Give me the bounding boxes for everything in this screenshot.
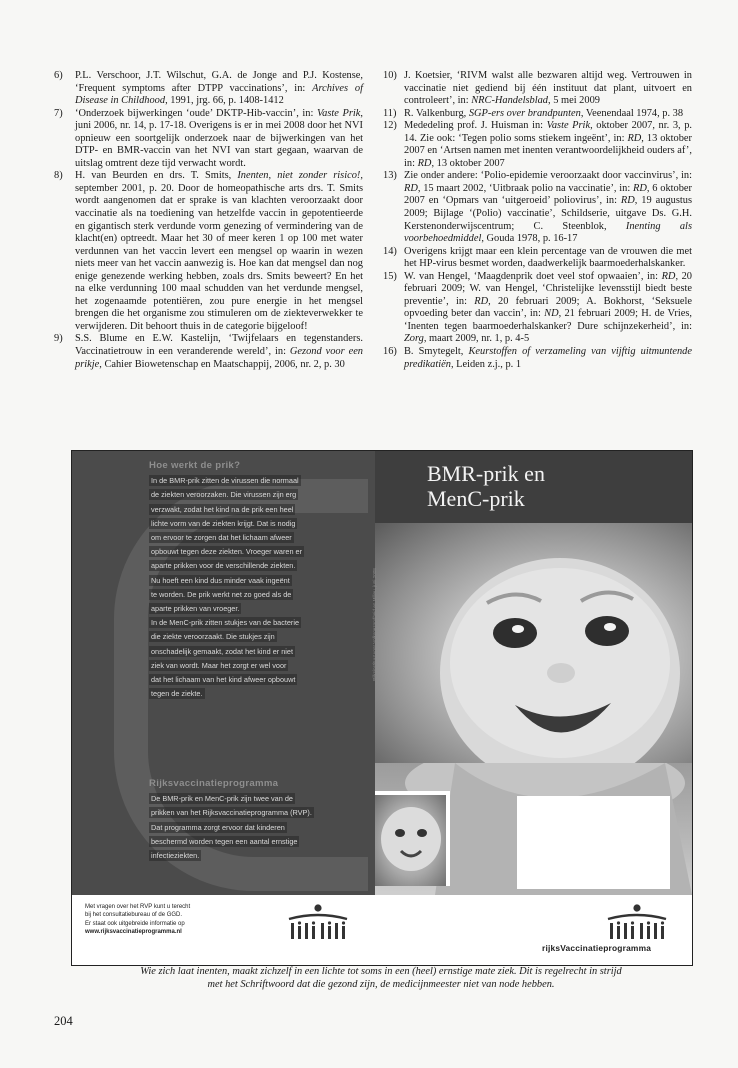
reference-text [404, 120, 692, 170]
leaflet-text-line: In de MenC-prik zitten stukjes van de bacterie [151, 618, 300, 628]
reference-fragment: , september 2001, p. 20. Door de homeopathische arts drs. T. Smits wordt aangenomen dat er sprake is van klachten veroorzaakt door vaccinatie als na toediening van hetzelfde vaccin in gepotentieerde en gigantisch sterk verdunde vorm genezing of vermindering van de klacht(en) optreedt. Maar het 30 of meer keren 1 op 100 met water verdunnen van het vaccin levert een mengsel op waarin in wezen niets meer van het vaccin aanwezig is. Hoe kan dat mengsel dan nog enige genezende werking hebben, zoals drs. Smits beweert? En het na elke verdunning 100 maal schudden van het verdunde mengsel, het zogenaamde potentiëren, zou pure energie in het mengsel brengen die het organisme zou stimuleren om de ziekteverwekker te verwijderen. Dit behoort thuis in de categorie bijgeloof! [75, 170, 363, 332]
leaflet-section-heading: Hoe werkt de prik? [149, 460, 241, 471]
reference-fragment: , maart 2009, nr. 1, p. 4-5 [423, 333, 530, 345]
reference-title: RD [474, 295, 489, 307]
leaflet-text-line: beschermd worden tegen een aantal ernstige [151, 836, 298, 846]
reference-number: 12) [383, 120, 397, 132]
poster-title-line: BMR-prik en [427, 461, 545, 486]
leaflet-section-rvp [149, 777, 359, 863]
reference-title: Inenten, niet zonder risico! [237, 170, 361, 182]
reference-item [383, 170, 692, 245]
reference-fragment: , Cahier Biowetenschap en Maatschappij, 2006, nr. 2, p. 30 [99, 358, 345, 370]
reference-fragment: W. van Hengel, ‘Maagdenprik doet veel stof opwaaien’, in: [404, 270, 662, 282]
reference-fragment: , 1991, jrg. 66, p. 1408-1412 [165, 95, 284, 107]
reference-text [75, 170, 363, 333]
reference-text [75, 108, 363, 171]
reference-text [404, 271, 692, 346]
reference-fragment: Zie onder andere: ‘Polio-epidemie veroorzaakt door vaccinvirus’, in: [404, 170, 692, 182]
reference-item [54, 333, 363, 371]
reference-title: Inenting als voorbehoedmiddel [404, 220, 692, 245]
reference-item [383, 246, 692, 271]
leaflet-text-line: verzwakt, zodat het kind na de prik een heel [151, 504, 294, 514]
reference-fragment: , oktober 2007, nr. 3, p. 14. Zie ook: ‘Tegen polio soms stiekem ingeënt’, in: [404, 120, 693, 144]
reference-fragment: ‘Onderzoek bijwerkingen ‘oude’ DKTP-Hib-vaccin’, in: [75, 107, 317, 119]
reference-text [404, 246, 692, 271]
reference-number: 7) [54, 107, 63, 119]
leaflet-text-line: De BMR-prik en MenC-prik zijn twee van de [151, 794, 293, 804]
reference-item [383, 346, 692, 371]
reference-fragment: , Leiden z.j., p. 1 [450, 358, 522, 370]
references-right-column [383, 70, 692, 371]
leaflet-text-line: aparte prikken voor de verschillende ziekten. [151, 561, 296, 571]
reference-fragment: , 6 oktober 2007 en ‘Opmars van ‘uitgeroeid’ poliovirus’, in: [404, 182, 693, 207]
reference-title: Zorg [404, 333, 424, 345]
reference-item [54, 170, 363, 333]
references-left-column [54, 70, 363, 371]
page-number: 204 [54, 1014, 73, 1028]
reference-title: RD [633, 182, 647, 194]
contact-info [85, 903, 285, 936]
reference-number: 6) [54, 70, 63, 81]
leaflet-text-line: om ervoor te zorgen dat het lichaam afweer [151, 533, 292, 543]
leaflet-text-line: Nu hoeft een kind dus minder vaak ingeënt [151, 575, 290, 585]
reference-fragment: Overigens krijgt maar een klein percentage van de vrouwen die met het HP-virus besmet worden, daadwerkelijk baarmoederhalskanker. [404, 245, 692, 270]
blank-label-box [517, 796, 670, 889]
reference-fragment: , 20 februari 2009; A. Bokhorst, ‘Seksuele opvoeding beter dan vaccin’, in: [404, 295, 692, 320]
reference-number: 15) [383, 270, 397, 282]
reference-number: 14) [383, 245, 397, 257]
small-baby-photo [375, 791, 450, 886]
reference-fragment: , 21 februari 2009; H. de Vries, ‘Inenten tegen baarmoederhalskanker? Dure schijnzekerheid’, in: [404, 308, 693, 332]
reference-fragment: , 15 maart 2002, ‘Uitbraak polio na vaccinatie’, in: [417, 182, 634, 194]
reference-item [54, 70, 363, 108]
reference-number: 9) [54, 333, 63, 345]
leaflet-text-line: In de BMR-prik zitten de virussen die normaal [151, 476, 299, 486]
baby-face-illustration [375, 523, 692, 763]
reference-title: RD [417, 157, 432, 169]
reference-fragment: J. Koetsier, ‘RIVM walst alle bezwaren altijd weg. Vertrouwen in vaccinatie niet gediend bij één instituut dat plant, uitvoert en controleert’, in: [404, 70, 692, 107]
reference-title: Archives of Disease in Childhood [75, 82, 363, 107]
reference-title: RD [404, 182, 418, 194]
poster-title-line: MenC-prik [427, 486, 525, 511]
reference-number: 16) [383, 346, 397, 358]
reference-title: Keurstoffen of verzameling van vijftig uitmuntende predikatiën [404, 346, 692, 370]
vaccination-leaflet-figure [71, 450, 693, 966]
reference-fragment: B. Smytegelt, [404, 346, 469, 358]
reference-title: Gezond voor een prikje [75, 346, 363, 370]
reference-text [404, 170, 692, 245]
leaflet-text-line: de ziekten veroorzaken. Die virussen zijn erg [151, 490, 297, 500]
reference-number: 11) [383, 107, 397, 119]
reference-number: 8) [54, 170, 63, 182]
reference-item [383, 120, 692, 170]
reference-fragment: , 13 oktober 2007 [431, 157, 505, 169]
reference-item [383, 271, 692, 346]
reference-fragment: R. Valkenburg, [404, 107, 469, 119]
leaflet-text-line: infectieziekten. [151, 851, 200, 861]
reference-title: SGP-ers over brandpunten [468, 107, 581, 119]
photo-credit: Rijksinstituut voor Volksgezondheid en Milieu, juni 2008 [372, 568, 377, 681]
reference-fragment: H. van Beurden en drs. T. Smits, [75, 170, 238, 182]
contact-url: www.rijksvaccinatieprogramma.nl [85, 928, 182, 935]
reference-title: Vaste Prik [546, 120, 591, 132]
reference-title: RD [620, 195, 635, 207]
small-baby-face [375, 795, 446, 886]
leaflet-text-line: Dat programma zorgt ervoor dat kinderen [151, 822, 285, 832]
reference-text [404, 70, 692, 108]
reference-fragment: , juni 2006, nr. 14, p. 17-18. Overigens is er in mei 2008 door het NVI opnieuw een soortgelijk onderzoek naar de bijwerkingen van het DTP- en BMR-vaccin van het NVI van start gegaan, waarvan de uitslag omtrent deze tijd verwacht wordt. [75, 107, 363, 169]
leaflet-text-line: dat het lichaam van het kind afweer opbouwt [151, 675, 296, 685]
reference-number: 13) [383, 170, 397, 182]
leaflet-section-body [149, 474, 359, 701]
figure-caption [78, 966, 684, 992]
reference-fragment: , 19 augustus 2009; Bijlage ‘(Polio) vaccinatie’, Schildserie, uitgave Ds. G.H. Kerstenonderwijscentrum; C. Steenblok, [404, 195, 692, 232]
reference-fragment: , 5 mei 2009 [548, 95, 600, 107]
rvp-logo-text: rijksVaccinatieprogramma [542, 943, 652, 953]
leaflet-text-line: prikken van het Rijksvaccinatieprogramma (RVP). [151, 808, 312, 818]
leaflet-text-line: te worden. De prik werkt net zo goed als de [151, 589, 292, 599]
reference-fragment: , Gouda 1978, p. 16-17 [481, 233, 578, 245]
contact-line: Met vragen over het RVP kunt u terecht [85, 904, 191, 910]
reference-title: Vaste Prik [316, 107, 361, 119]
leaflet-text-line: die ziekte veroorzaakt. Die stukjes zijn [151, 632, 275, 642]
reference-title: ND [544, 308, 559, 320]
caption-line: Wie zich laat inenten, maakt zichzelf in een lichte tot soms in een (heel) ernstige mate ziek. Dit is regelrecht in strijd [140, 966, 622, 977]
reference-fragment: , 13 oktober 2007 en ‘Artsen namen met inenten verantwoordelijkheid ouders af’, in: [404, 132, 692, 169]
contact-line: Er staat ook uitgebreide informatie op [85, 920, 185, 927]
reference-number: 10) [383, 70, 397, 81]
reference-text [404, 108, 692, 121]
reference-item [383, 70, 692, 108]
leaflet-footer [72, 895, 692, 965]
leaflet-text-line: aparte prikken van vroeger. [151, 604, 240, 614]
poster-title [427, 461, 545, 511]
caption-line: met het Schriftwoord dat die gezond zijn, de medicijnmeester niet van node hebben. [207, 978, 555, 990]
reference-fragment: S.S. Blume en E.W. Kastelijn, ‘Twijfelaars en tegenstanders. Vaccinatietrouw in een veranderende wereld’, in: [75, 333, 363, 358]
baby-photo [375, 523, 692, 763]
reference-fragment: Mededeling prof. J. Huisman in: [404, 120, 547, 132]
reference-fragment: P.L. Verschoor, J.T. Wilschut, G.A. de Jonge and P.J. Kostense, ‘Frequent symptoms after DTPP vaccinations’, in: [75, 70, 363, 94]
leaflet-text-line: ziek van wordt. Maar het zorgt er wel voor [151, 660, 287, 670]
rvp-logo-icon [285, 903, 351, 943]
reference-item [54, 108, 363, 171]
reference-text [75, 70, 363, 108]
leaflet-section-how-it-works [149, 459, 359, 701]
leaflet-section-body [149, 792, 359, 863]
reference-fragment: , 20 februari 2009; W. van Hengel, ‘Christelijke levensstijl biedt beste preventie’, in: [404, 270, 692, 307]
reference-text [404, 346, 692, 371]
leaflet-text-line: tegen de ziekte. [151, 689, 203, 699]
leaflet-text-line: lichte vorm van de ziekten krijgt. Dat is nodig [151, 518, 296, 528]
leaflet-text-line: onschadelijk gemaakt, zodat het kind er niet [151, 646, 293, 656]
reference-title: NRC-Handelsblad [471, 95, 549, 107]
leaflet-text-line: opbouwt tegen deze ziekten. Vroeger waren er [151, 547, 303, 557]
reference-item [383, 108, 692, 121]
reference-title: RD [661, 270, 676, 282]
reference-fragment: , Veenendaal 1974, p. 38 [580, 107, 684, 119]
leaflet-section-heading: Rijksvaccinatieprogramma [149, 778, 279, 789]
reference-title: RD [627, 132, 642, 144]
rvp-logo-icon [604, 903, 670, 943]
contact-line: bij het consultatiebureau of de GGD. [85, 912, 183, 919]
reference-text [75, 333, 363, 371]
